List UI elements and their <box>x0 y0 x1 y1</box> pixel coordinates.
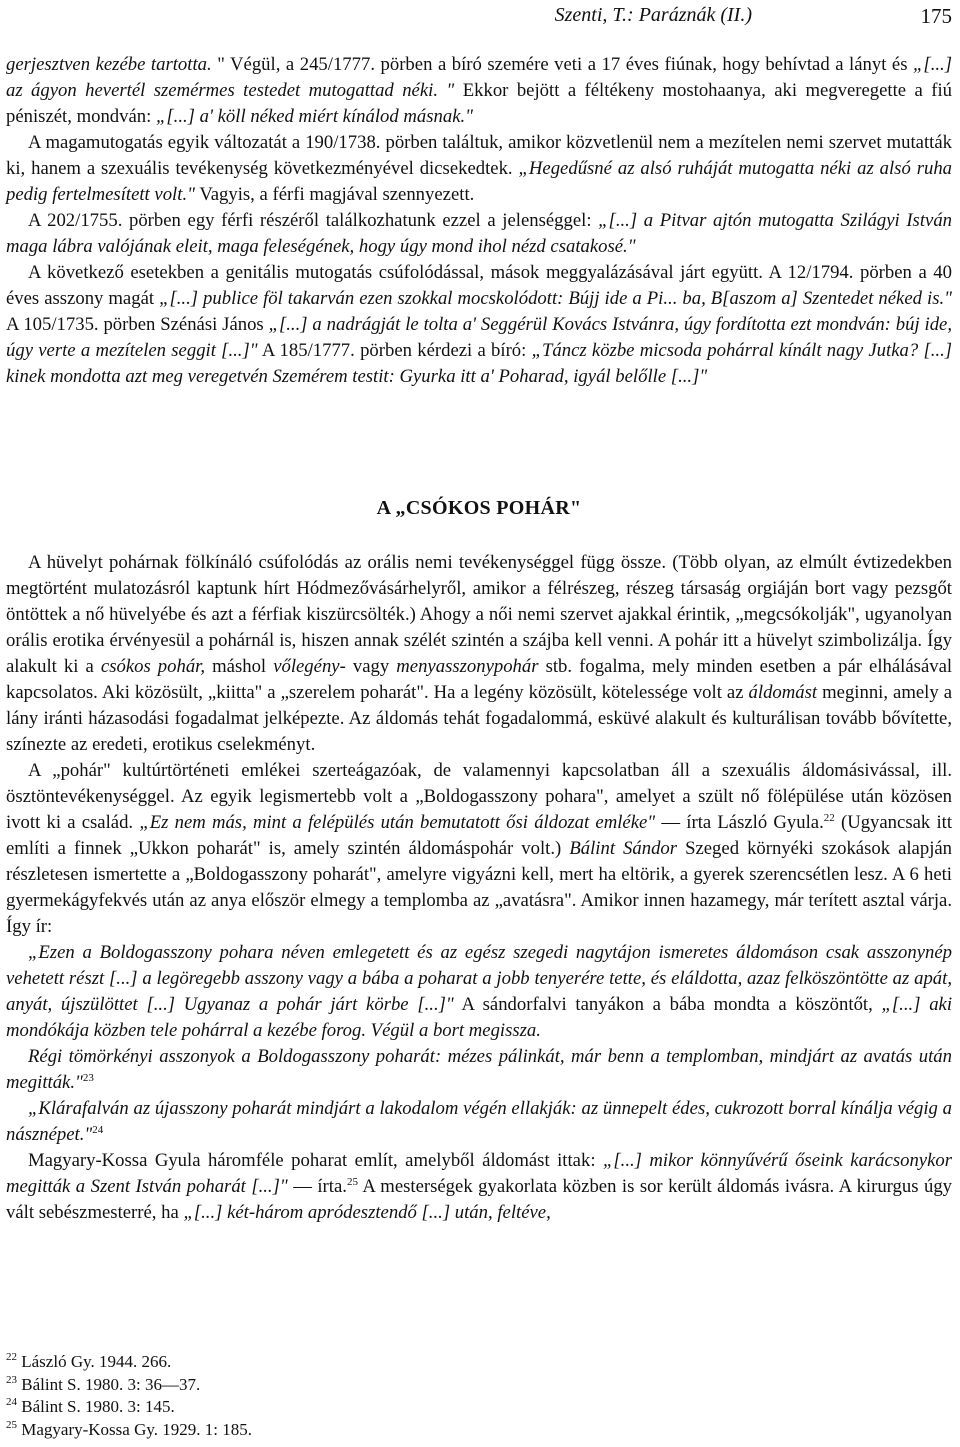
quote: „[...] mikor könnyűvérű őseink karácsonykor megitták a Szent István poharát [...]" <box>6 1150 952 1197</box>
paragraph <box>6 52 952 130</box>
quote: „Klárafalván az újasszony poharát mindjárt a lakodalom végén ellakják: az ünnepelt édes, cukrozott borral kínálja végig a násznépet." <box>6 1098 952 1145</box>
footnote-text: Bálint S. 1980. 3: 36—37. <box>21 1374 201 1394</box>
quote: gerjesztven kezébe tartotta. <box>6 54 212 75</box>
quote: Régi tömörkényi asszonyok a Boldogasszony poharát: mézes pálinkát, már benn a templomban, mindjárt az avatás után megitták." <box>6 1046 952 1093</box>
paragraph <box>6 208 952 260</box>
body-text: A 202/1755. pörben egy férfi részéről találkozhatunk ezzel a jelenséggel: <box>28 210 592 231</box>
footnote-number: 25 <box>6 1418 17 1431</box>
body-text: A „pohár" kultúrtörténeti emlékei szerteágazóak, de valamennyi kapcsolatban áll a szexuális áldomásivással, ill. ösztöntevékenységgel. Az egyik legismertebb volt a „Boldogasszony pohara", amelyet a szült nő fölépülése után közösen ivott ki a család. <box>6 760 952 833</box>
page-header <box>6 0 952 40</box>
italic-term: áldomást <box>748 682 818 703</box>
body-text: Vagyis, a férfi magjával szennyezett. <box>199 184 475 205</box>
quote: „Ezen a Boldogasszony pohara néven emlegetett és az egész szegedi nagytájon ismeretes áldomáson csak asszonynép vehetett részt [...] a legöregebb asszony vagy a bába a poharat a jobb tenyerére tette, és eláldotta, azaz felköszöntötte az apát, anyát, újszülöttet [...] Ugyanaz a pohár járt körbe [...]" <box>6 942 952 1015</box>
footnote-ref: 25 <box>346 1176 358 1188</box>
body-text: A mesterségek gyakorlata közben is sor került áldomás ivásra. A kirurgus úgy vált sebészmesterré, ha <box>6 1176 953 1223</box>
italic-term: vőlegény- <box>273 656 346 677</box>
footnote-ref: 24 <box>92 1124 104 1136</box>
top-text-block <box>6 52 952 390</box>
body-text: A 185/1777. pörben kérdezi a bíró: <box>261 340 527 361</box>
quote: „Táncz közbe micsoda pohárral kínált nagy Jutka? [...] kinek mondotta azt meg veregetvén Szemérem testit: Gyurka itt a' Poharad, igyál belőlle [...]" <box>6 340 953 387</box>
quote: „[...] a' köll néked miért kínálod másnak." <box>155 106 474 127</box>
body-text: stb. fogalma, mely minden esetben a pár elhálásával kapcsolatos. Aki közösült, „kiitta" a „szerelem poharát". Ha a legény közösült, kötelessége volt az <box>6 656 953 703</box>
body-text: — írta László Gyula. <box>661 812 824 833</box>
quote: „[...] publice föl takarván ezen szokkal mocskolódott: Bújj ide a Pi... ba, B[aszom a] Szentedet néked is." <box>159 288 952 309</box>
quote: „[...] az ágyon hevertél szemérmes testedet mutogattad néki. " <box>6 54 952 101</box>
paragraph <box>6 1148 952 1226</box>
footnote-ref: 22 <box>823 812 835 824</box>
footnote <box>6 1351 606 1374</box>
body-text: — írta. <box>293 1176 347 1197</box>
quote: „[...] a Pitvar ajtón mutogatta Szilágyi István maga lábra valójának eleit, maga feleségének, hogy úgy mond ihol nézd csatakosé." <box>6 210 953 257</box>
footnotes <box>6 1351 606 1441</box>
body-text: meginni, amely a lány iránti házasodási fogadalmat jelképezte. Az áldomás tehát fogadalommá, esküvé alakult és kulturálisan tovább bővítette, színezte az eredeti, erotikus cselekményt. <box>6 682 953 755</box>
body-text: A hüvelyt pohárnak fölkínáló csúfolódás az orális nemi tevékenységgel függ össze. (Több olyan, az elmúlt évtizedekben megtörtént mulatozásról kaptunk hírt Hódmezővásárhelyről, amikor a félrészeg, részeg társaság orgiáján bort vagy pezsgőt öntöttek a nő hüvelyébe és azt a férfiak kiszürcsölték.) Ahogy a női nemi szervet ajakkal érintik, „megcsókolják", ugyanolyan orális erotika érvényesül a pohárnál is, hiszen annak szélét szintén a szájba kell venni. A pohár itt a hüvelyt szimbolizálja. Így alakult ki a <box>6 552 952 677</box>
footnote-text: Bálint S. 1980. 3: 145. <box>21 1397 175 1416</box>
running-head: Szenti, T.: Paráznák (II.) <box>554 4 752 26</box>
section-title: A „CSÓKOS POHÁR" <box>376 497 582 519</box>
italic-term: csókos pohár, <box>100 656 206 677</box>
body-text: A 105/1735. pörben Szénási János <box>6 314 264 335</box>
footnote <box>6 1419 606 1442</box>
body-text: " Végül, a 245/1777. pörben a bíró szemére veti a 17 éves fiúnak, hogy behívtad a lányt és <box>217 54 908 75</box>
footnote-number: 22 <box>6 1351 17 1363</box>
italic-term: menyasszonypohár <box>396 656 539 677</box>
paragraph <box>6 550 952 758</box>
body-text: A következő esetekben a genitális mutogatás csúfolódással, mások meggyalázásával járt együtt. A 12/1794. pörben a 40 éves asszony magát <box>6 262 952 309</box>
footnote-text: László Gy. 1944. 266. <box>21 1352 172 1371</box>
footnote <box>6 1374 606 1397</box>
footnote <box>6 1396 606 1419</box>
author-name: Bálint Sándor <box>569 838 678 859</box>
footnote-text: Magyary-Kossa Gy. 1929. 1: 185. <box>21 1419 252 1439</box>
paragraph <box>6 1096 952 1148</box>
body-text: A sándorfalvi tanyákon a bába mondta a köszöntőt, <box>461 994 873 1015</box>
paragraph <box>6 130 952 208</box>
main-text-block <box>6 550 952 1226</box>
quote: „Ez nem más, mint a felépülés után bemutatott ősi áldozat emléke" <box>139 812 656 833</box>
body-text: Szeged környéki szokások alapján részletesen ismertette a „Boldogasszony poharát", amelyre vigyázni kell, mert ha eltörik, a gyerek szerencsétlen lesz. A 6 heti gyermekágyfekvés után az anya először elmegy a templomba az „avatásra". Amikor innen hazamegy, már terített asztal várja. Így ír: <box>6 838 953 937</box>
body-text: vagy <box>352 656 390 677</box>
quote: „[...] aki mondókája közben tele pohárral a kezébe forog. Végül a bort megissza. <box>6 994 953 1041</box>
body-text: máshol <box>212 656 267 677</box>
paragraph <box>6 758 952 940</box>
body-text: Magyary-Kossa Gyula háromféle poharat említ, amelyből áldomást ittak: <box>28 1150 596 1171</box>
paragraph <box>6 940 952 1044</box>
footnote-number: 24 <box>6 1396 17 1408</box>
quote: „[...] a nadrágját le tolta a' Seggérül Kovács Istvánra, úgy fordította ezt mondván: búj ide, úgy verte a mezítelen seggit [...]" <box>6 314 953 361</box>
footnote-ref: 23 <box>82 1072 94 1084</box>
body-text: (Ugyancsak itt említi a finnek „Ukkon poharát" is, amely szintén áldomáspohár volt.) <box>6 812 953 859</box>
paragraph <box>6 1044 952 1096</box>
quote: „Hegedűsné az alsó ruháját mutogatta néki az alsó ruha pedig fertelmesített volt." <box>6 158 953 205</box>
page-number: 175 <box>920 4 952 28</box>
footnote-number: 23 <box>6 1373 17 1386</box>
body-text: A magamutogatás egyik változatát a 190/1738. pörben találtuk, amikor közvetlenül nem a mezítelen nemi szervet mutatták ki, hanem a szexuális tevékenység következményével dicsekedtek. <box>6 132 952 179</box>
body-text: Ekkor bejött a féltékeny mostohaanya, aki megveregette a fiú péniszét, mondván: <box>6 80 953 127</box>
paragraph <box>6 260 952 390</box>
quote: „[...] két-három apródesztendő [...] után, feltéve, <box>183 1202 551 1223</box>
